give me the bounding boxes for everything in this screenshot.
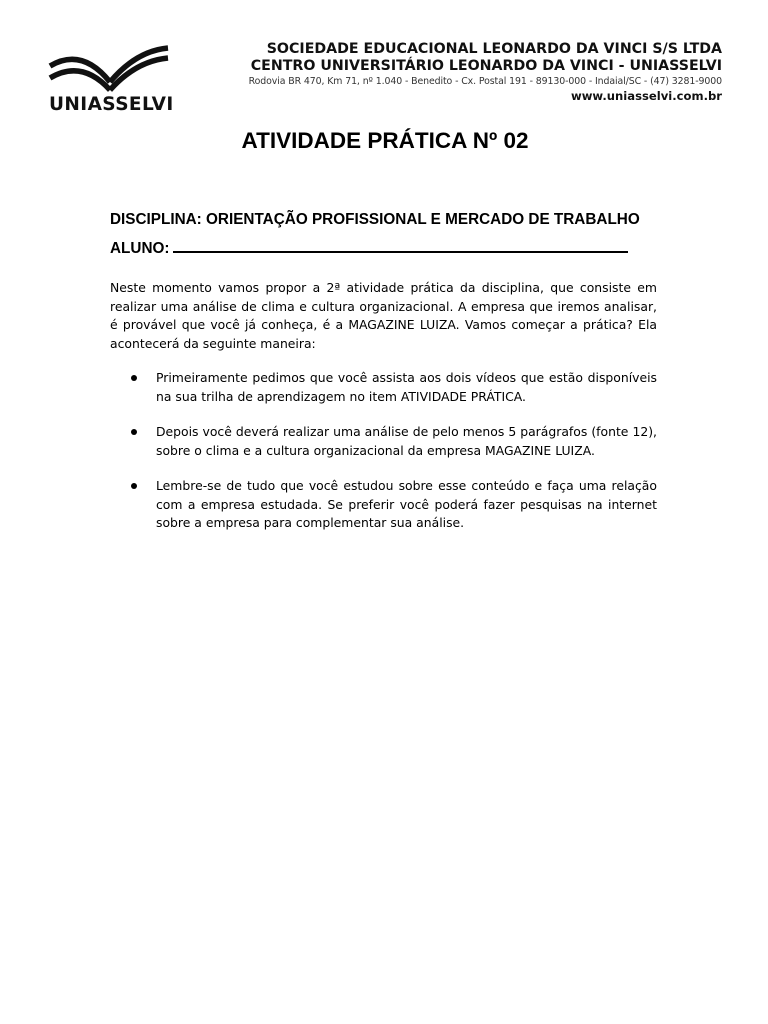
- student-name-blank-line: [173, 237, 628, 253]
- organization-name: SOCIEDADE EDUCACIONAL LEONARDO DA VINCI S/S LTDA: [266, 41, 722, 57]
- bullet-icon: [131, 375, 137, 381]
- uniasselvi-logo: [46, 42, 174, 116]
- logo-wordmark: UNIASSELVI: [49, 94, 174, 115]
- institution-address: Rodovia BR 470, Km 71, nº 1.040 - Benedito - Cx. Postal 191 - 89130-000 - Indaial/SC - (47) 3281-9000: [248, 76, 722, 87]
- student-label: ALUNO:: [110, 240, 170, 257]
- bullet-icon: [131, 483, 137, 489]
- list-item-text: Primeiramente pedimos que você assista aos dois vídeos que estão disponíveis na sua trilha de aprendizagem no item ATIVIDADE PRÁTICA.: [156, 370, 657, 404]
- list-item-text: Depois você deverá realizar uma análise de pelo menos 5 parágrafos (fonte 12), sobre o clima e a cultura organizacional da empresa MAGAZINE LUIZA.: [156, 424, 657, 458]
- list-item: [110, 477, 657, 533]
- list-item: [110, 423, 657, 460]
- book-wings-logo-icon: [46, 42, 174, 94]
- student-name-field: [110, 237, 628, 258]
- university-name: CENTRO UNIVERSITÁRIO LEONARDO DA VINCI - UNIASSELVI: [250, 58, 722, 74]
- list-item: [110, 369, 657, 406]
- institution-website: www.uniasselvi.com.br: [570, 89, 722, 103]
- document-title: ATIVIDADE PRÁTICA Nº 02: [241, 128, 529, 153]
- institution-header: [249, 41, 722, 104]
- intro-paragraph: Neste momento vamos propor a 2ª atividade prática da disciplina, que consiste em realizar uma análise de clima e cultura organizacional. A empresa que iremos analisar, é provável que você já conheça, é a MAGAZINE LUIZA. Vamos começar a prática? Ela acontecerá da seguinte maneira:: [110, 280, 657, 351]
- discipline-heading: DISCIPLINA: ORIENTAÇÃO PROFISSIONAL E MERCADO DE TRABALHO: [110, 211, 640, 228]
- bullet-icon: [131, 429, 137, 435]
- list-item-text: Lembre-se de tudo que você estudou sobre esse conteúdo e faça uma relação com a empresa estudada. Se preferir você poderá fazer pesquisas na internet sobre a empresa para complementar sua análise.: [156, 478, 657, 530]
- instructions-list: [110, 369, 657, 550]
